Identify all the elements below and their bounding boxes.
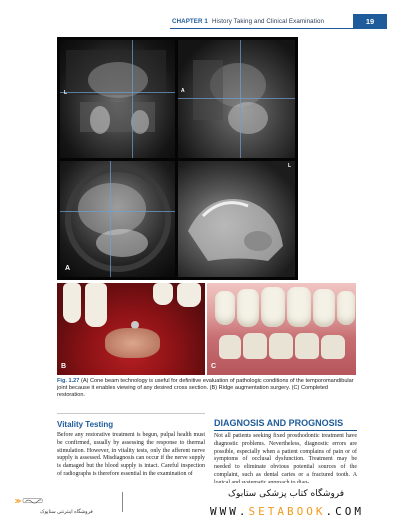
diagnosis-prognosis-text: Not all patients seeking fixed prosthodontic treatment have diagnostic problems. Nevertheless, diagnostic errors are possible, especially when a patient complains of pain or of symptoms of occlusal dysfunction. Treatment may be needed to eliminate obvious potential sources of the complaint, such as dental caries or a fractured tooth. A xyxy=(214,433,357,478)
figure-label-b: B xyxy=(61,363,67,370)
crown xyxy=(313,289,335,327)
ct-sagittal-structures xyxy=(178,40,295,158)
ct-marker-a: A xyxy=(181,88,185,94)
vitality-testing-text: Before any restorative treatment is begun, pulpal health must be confirmed, usually by assessing the response to thermal stimulation. However, in vitality tests, only the afferent nerve supply is assessed. Misdiagnosis can occur if the nerve supply is damaged but the blood supply is intact. Careful inspection of radiographs is therefore essential in the examination of xyxy=(57,432,205,477)
lower-tooth xyxy=(219,335,241,359)
vitality-testing-heading: Vitality Testing xyxy=(57,420,114,429)
page-number: 19 xyxy=(353,14,387,28)
footer-watermark xyxy=(0,483,410,525)
crown xyxy=(287,287,311,327)
completed-restoration-photo xyxy=(207,283,356,375)
column-divider xyxy=(57,413,205,414)
ct-axial-view xyxy=(60,161,175,277)
tooth xyxy=(153,283,173,305)
lower-tooth xyxy=(295,333,319,359)
caption-text: (A) Cone beam technology is useful for definitive evaluation of pathologic conditions of the temporomandibular joint because it enables viewing of any desired cross section. (B) Ridge augmentation surgery. (C) Completed restoration. xyxy=(57,378,354,399)
figure-label-c: C xyxy=(211,363,217,370)
tooth xyxy=(177,283,201,307)
crosshair-horizontal xyxy=(178,98,295,99)
site-prefix: WWW. xyxy=(210,505,249,518)
crosshair-horizontal xyxy=(60,211,175,212)
lower-tooth xyxy=(321,335,345,359)
ct-coronal-view xyxy=(60,40,175,158)
ridge-augmentation-photo xyxy=(57,283,205,375)
heading-rule xyxy=(214,430,357,431)
crosshair-vertical xyxy=(240,40,241,158)
crosshair-vertical xyxy=(132,40,133,158)
crosshair-vertical xyxy=(110,161,111,277)
logo-subtitle: فروشگاه اینترنتی ستاپوک xyxy=(40,509,93,515)
website-url[interactable] xyxy=(210,505,364,518)
ct-marker-l: L xyxy=(64,90,68,96)
ct-coronal-structures xyxy=(60,40,175,158)
ct-axial-structures xyxy=(60,161,175,277)
figure-label-a: A xyxy=(65,265,71,272)
crown xyxy=(215,291,235,325)
crown xyxy=(237,289,259,327)
chapter-title xyxy=(172,18,324,25)
crown xyxy=(337,291,355,325)
crosshair-horizontal xyxy=(60,92,175,93)
diagnosis-prognosis-heading: DIAGNOSIS AND PROGNOSIS xyxy=(214,418,344,428)
crown xyxy=(261,287,285,327)
shop-name: فروشگاه کتاب پزشکی ستابوک xyxy=(228,489,345,499)
bone-graft xyxy=(105,328,160,358)
chapter-label: CHAPTER 1 xyxy=(172,18,208,25)
site-suffix: .COM xyxy=(325,505,364,518)
header-rule xyxy=(170,28,387,29)
tooth xyxy=(63,283,81,323)
figure-caption xyxy=(57,378,357,400)
page-header xyxy=(0,0,410,30)
ct-3d-render xyxy=(178,161,295,277)
ct-sagittal-view xyxy=(178,40,295,158)
site-name: SETABOOK xyxy=(248,505,326,518)
ct-3d-structures xyxy=(178,161,295,277)
caption-label: Fig. 1.27 xyxy=(57,378,80,384)
tooth xyxy=(85,283,107,327)
cone-beam-ct-figure xyxy=(57,37,298,280)
lower-tooth xyxy=(243,333,267,359)
chapter-name: History Taking and Clinical Examination xyxy=(211,18,325,25)
footer-divider xyxy=(122,492,123,512)
ct-marker-l2: L xyxy=(288,163,292,169)
lower-tooth xyxy=(269,333,293,359)
